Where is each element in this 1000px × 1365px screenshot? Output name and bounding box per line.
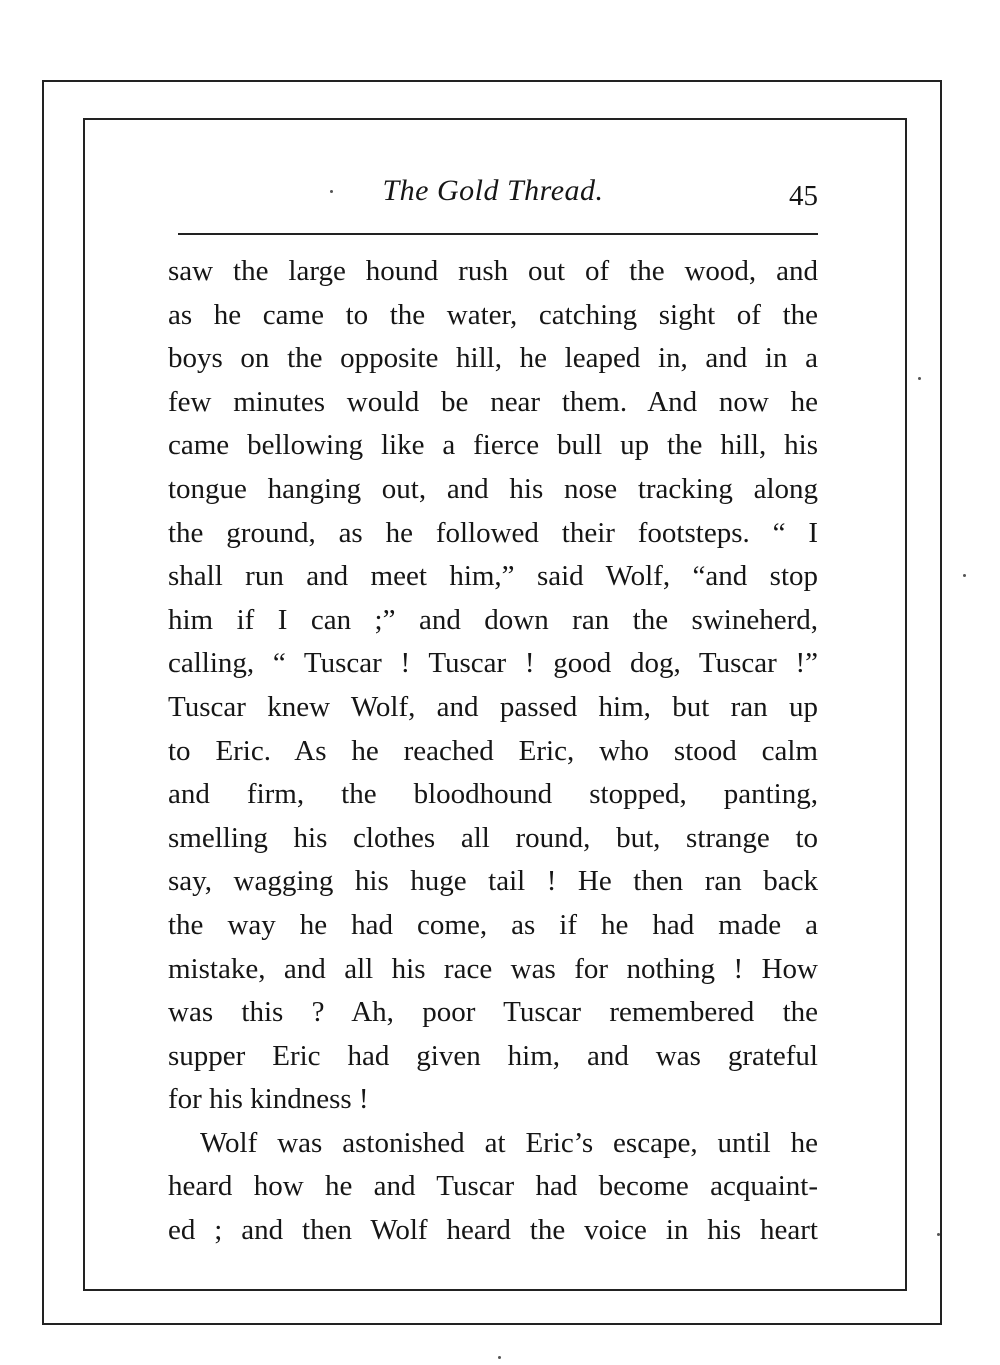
text-line: saw the large hound rush out of the wood, and [168, 255, 818, 287]
print-speck [330, 190, 333, 193]
text-line: came bellowing like a fierce bull up the hill, his [168, 429, 818, 462]
text-line: the way he had come, as if he had made a [168, 908, 818, 941]
text-line: to Eric. As he reached Eric, who stood calm [168, 734, 818, 767]
text-line: supper Eric had given him, and was grateful [168, 1039, 818, 1072]
text-line: few minutes would be near them. And now he [168, 385, 818, 418]
print-speck [918, 377, 921, 380]
text-line: calling, “ Tuscar ! Tuscar ! good dog, Tuscar !” [168, 647, 818, 680]
header-rule [178, 233, 818, 235]
print-speck [498, 1356, 501, 1359]
body-text [168, 250, 818, 1253]
running-title: The Gold Thread. [382, 174, 604, 207]
print-speck [937, 1233, 940, 1236]
text-line: for his kindness ! [168, 1083, 369, 1116]
page-header [168, 168, 818, 230]
text-line: him if I can ;” and down ran the swineherd, [168, 603, 818, 636]
text-line: say, wagging his huge tail ! He then ran back [168, 865, 818, 898]
text-line: Wolf was astonished at Eric’s escape, until he [200, 1126, 818, 1159]
text-line: Tuscar knew Wolf, and passed him, but ran up [168, 690, 818, 723]
text-line: mistake, and all his race was for nothing ! How [168, 952, 818, 985]
text-line: heard how he and Tuscar had become acquaint- [168, 1170, 818, 1203]
text-line: the ground, as he followed their footsteps. “ I [168, 516, 818, 549]
text-line: ed ; and then Wolf heard the voice in his heart [168, 1214, 818, 1247]
text-line: and firm, the bloodhound stopped, panting, [168, 778, 818, 811]
print-speck [963, 574, 966, 577]
text-line: shall run and meet him,” said Wolf, “and stop [168, 560, 818, 593]
page-number: 45 [789, 180, 818, 212]
text-line: tongue hanging out, and his nose tracking along [168, 472, 818, 505]
text-line: as he came to the water, catching sight of the [168, 298, 818, 331]
text-line: boys on the opposite hill, he leaped in, and in a [168, 342, 818, 375]
text-line: smelling his clothes all round, but, strange to [168, 821, 818, 854]
text-line: was this ? Ah, poor Tuscar remembered the [168, 996, 818, 1029]
